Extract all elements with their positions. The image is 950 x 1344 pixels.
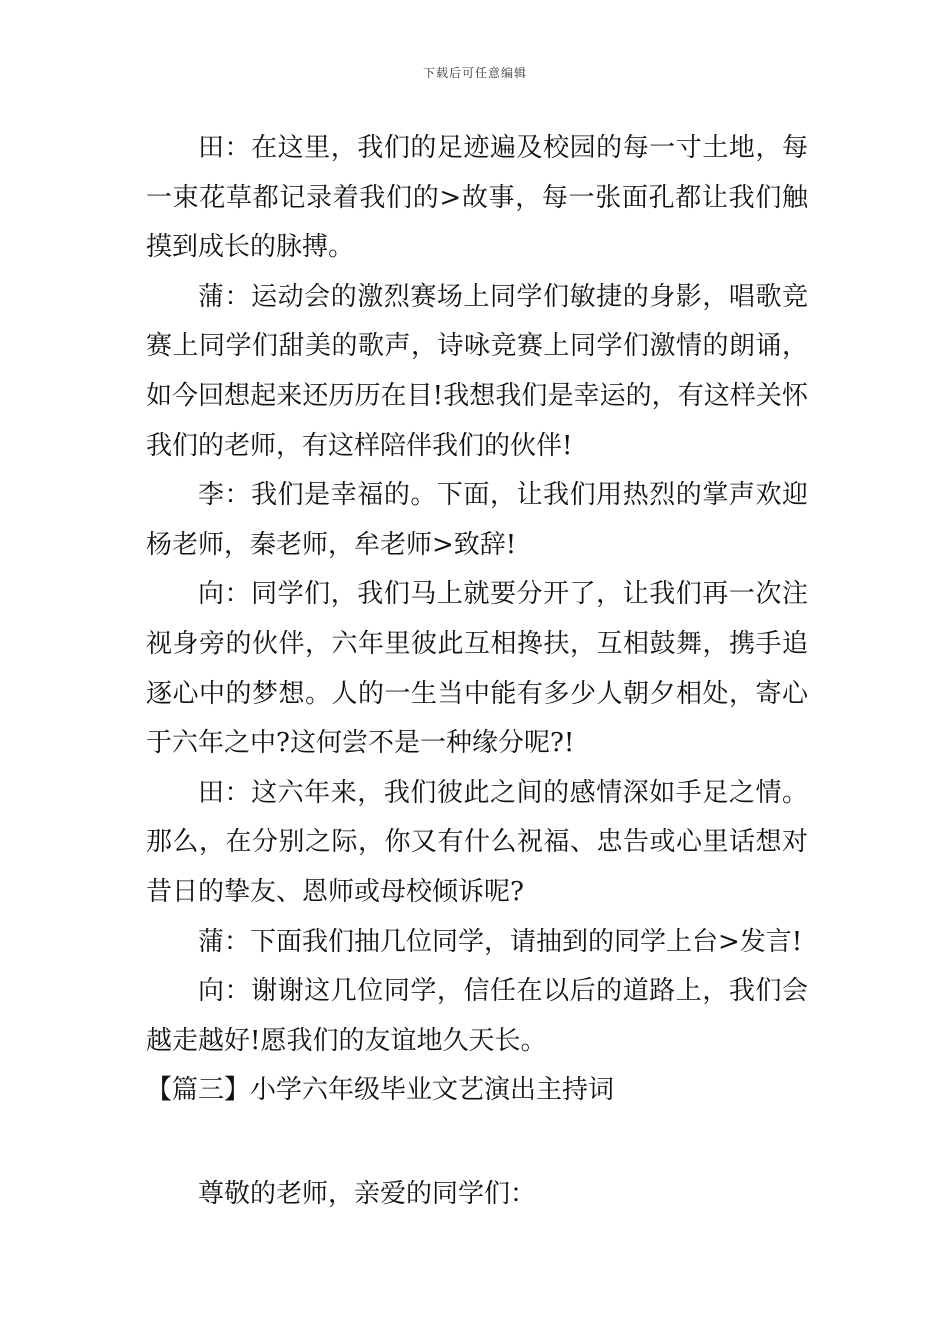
blank-line bbox=[146, 1116, 808, 1170]
section-heading: 【篇三】小学六年级毕业文艺演出主持词 bbox=[146, 1075, 615, 1106]
paragraph-tian-1: 田：在这里，我们的足迹遍及校园的每一寸土地，每一束花草都记录着我们的>故事，每一张面孔都让我们触摸到成长的脉搏。 bbox=[146, 133, 808, 263]
page-header: 下载后可任意编辑 bbox=[422, 66, 527, 80]
document-body bbox=[146, 124, 808, 1219]
paragraph-pu-2: 蒲：下面我们抽几位同学，请抽到的同学上台>发言! bbox=[198, 926, 803, 957]
paragraph-li-1: 李：我们是幸福的。下面，让我们用热烈的掌声欢迎杨老师，秦老师，牟老师>致辞! bbox=[146, 480, 808, 560]
paragraph-pu-1: 蒲：运动会的激烈赛场上同学们敏捷的身影，唱歌竞赛上同学们甜美的歌声，诗咏竞赛上同学们激情的朗诵，如今回想起来还历历在目!我想我们是幸运的，有这样关怀我们的老师，有这样陪伴我们的伙伴! bbox=[146, 281, 808, 461]
paragraph-xiang-1: 向：同学们，我们马上就要分开了，让我们再一次注视身旁的伙伴，六年里彼此互相搀扶，互相鼓舞，携手追逐心中的梦想。人的一生当中能有多少人朝夕相处，寄心于六年之中?这何尝不是一种缘分呢?! bbox=[146, 579, 808, 759]
paragraph-xiang-2: 向：谢谢这几位同学，信任在以后的道路上，我们会越走越好!愿我们的友谊地久天长。 bbox=[146, 976, 808, 1056]
paragraph-tian-2: 田：这六年来，我们彼此之间的感情深如手足之情。那么，在分别之际，你又有什么祝福、忠告或心里话想对昔日的挚友、恩师或母校倾诉呢? bbox=[146, 777, 808, 907]
greeting-paragraph: 尊敬的老师，亲爱的同学们： bbox=[198, 1178, 537, 1209]
